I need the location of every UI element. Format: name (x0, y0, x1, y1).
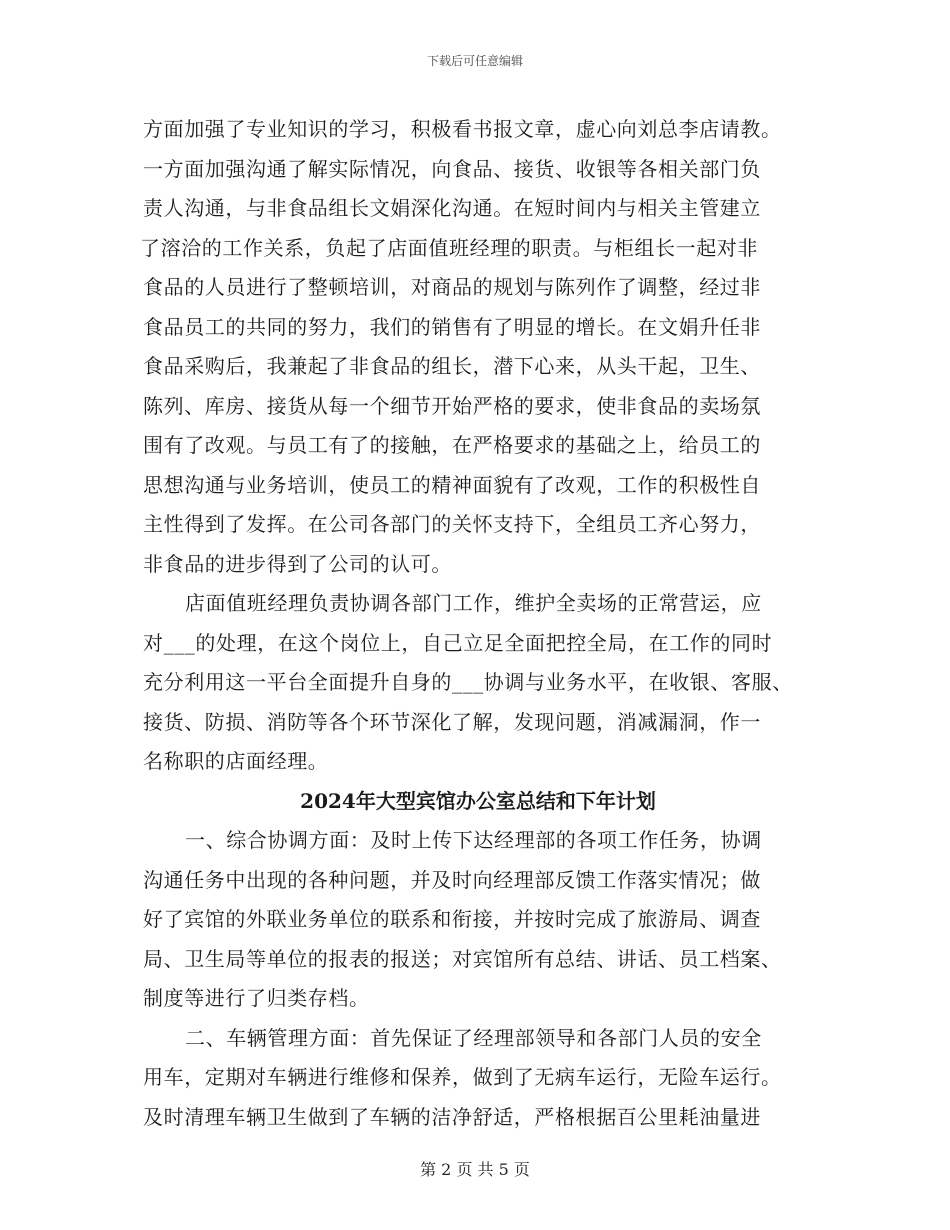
text-line: 局、卫生局等单位的报表的报送；对宾馆所有总结、讲话、员工档案、 (143, 946, 782, 971)
text-line: 了溶洽的工作关系，负起了店面值班经理的职责。与柜组长一起对非 (140, 235, 758, 260)
text-line: 沟通任务中出现的各种问题，并及时向经理部反馈工作落实情况；做 (143, 867, 761, 892)
text-line: 充分利用这一平台全面提升自身的___协调与业务水平，在收银、客服、 (143, 670, 793, 694)
text-line: 非食品的进步得到了公司的认可。 (143, 551, 452, 576)
text-line: 接货、防损、消防等各个环节深化了解，发现问题，消减漏洞，作一 (143, 709, 761, 734)
paragraph-start-line: 二、车辆管理方面：首先保证了经理部领导和各部门人员的安全 (185, 1025, 762, 1050)
text-line: 用车，定期对车辆进行维修和保养，做到了无病车运行，无险车运行。 (143, 1065, 782, 1089)
text-line: 食品员工的共同的努力，我们的销售有了明显的增长。在文娟升任非 (143, 314, 761, 339)
text-line: 一方面加强沟通了解实际情况，向食品、接货、收银等各相关部门负 (143, 156, 761, 181)
paragraph-start-line: 店面值班经理负责协调各部门工作，维护全卖场的正常营运，应 (185, 591, 762, 615)
text-line: 思想沟通与业务培训，使员工的精神面貌有了改观，工作的积极性自 (143, 472, 761, 497)
text-line: 围有了改观。与员工有了的接触，在严格要求的基础之上，给员工的 (143, 433, 761, 457)
section-title: 2024年大型宾馆办公室总结和下年计划 (300, 788, 656, 813)
text-line: 责人沟通，与非食品组长文娟深化沟通。在短时间内与相关主管建立 (143, 196, 761, 220)
page-footer: 第 2 页 共 5 页 (420, 1160, 530, 1179)
text-line: 名称职的店面经理。 (143, 749, 329, 773)
page-header: 下载后可任意编辑 (426, 54, 523, 68)
text-line: 食品采购后，我兼起了非食品的组长，潜下心来，从头干起，卫生、 (143, 354, 761, 378)
text-line: 方面加强了专业知识的学习，积极看书报文章，虚心向刘总李店请教。 (143, 117, 782, 141)
text-line: 主性得到了发挥。在公司各部门的关怀支持下，全组员工齐心努力， (143, 512, 761, 536)
text-line: 制度等进行了归类存档。 (143, 986, 370, 1010)
text-line: 陈列、库房、接货从每一个细节开始严格的要求，使非食品的卖场氛 (143, 393, 761, 418)
text-line: 好了宾馆的外联业务单位的联系和衔接，并按时完成了旅游局、调查 (143, 907, 761, 931)
text-line: 食品的人员进行了整顿培训，对商品的规划与陈列作了调整，经过非 (143, 275, 761, 299)
document-body (140, 110, 813, 1137)
text-line: 对___的处理，在这个岗位上，自己立足全面把控全局，在工作的同时 (143, 630, 773, 655)
text-line: 及时清理车辆卫生做到了车辆的洁净舒适，严格根据百公里耗油量进 (143, 1104, 761, 1129)
paragraph-start-line: 一、综合协调方面：及时上传下达经理部的各项工作任务，协调 (185, 828, 762, 852)
